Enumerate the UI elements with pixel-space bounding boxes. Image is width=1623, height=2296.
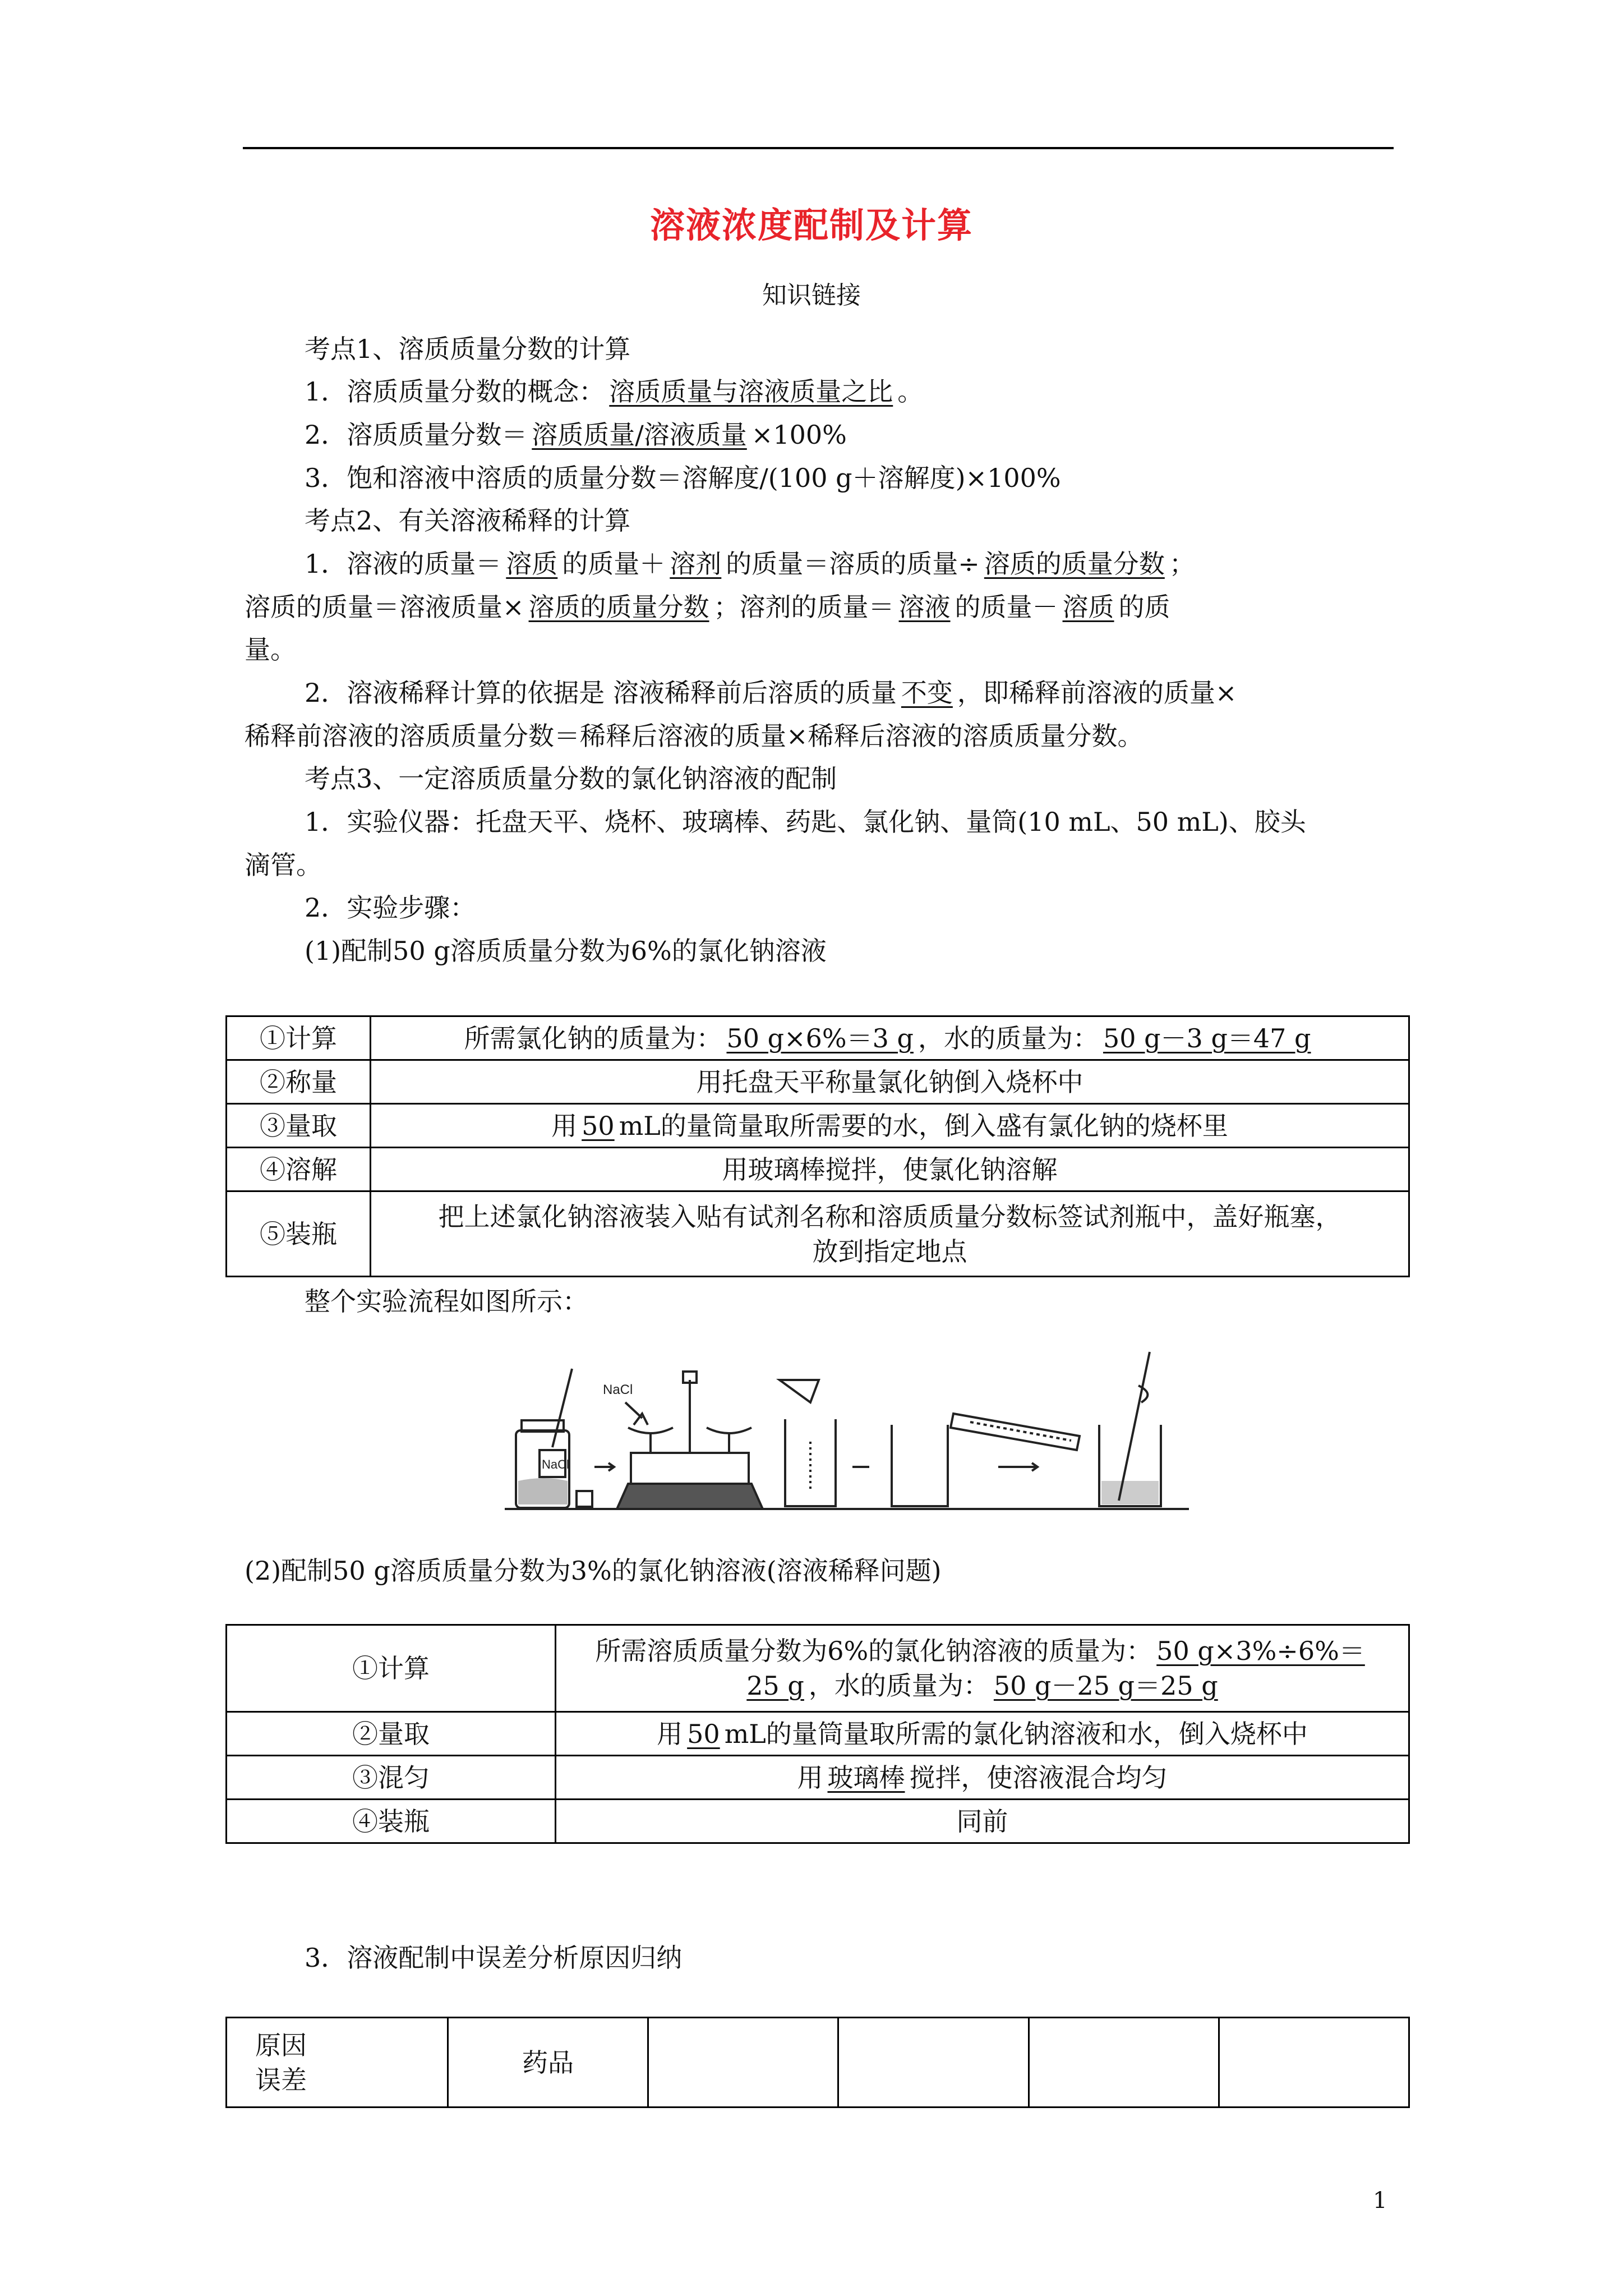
beaker-icon (780, 1380, 836, 1506)
arrow-icon (594, 1463, 614, 1471)
kp1-answer2: 溶质质量/溶液质量 (532, 420, 747, 450)
section3-heading: 3．溶液配制中误差分析原因归纳 (305, 1943, 683, 1973)
table-row: ④溶解 用玻璃棒搅拌，使氯化钠溶解 (227, 1148, 1409, 1191)
kp3-heading: 考点3、一定溶质质量分数的氯化钠溶液的配制 (305, 763, 837, 794)
graduated-cylinder-icon (951, 1414, 1080, 1450)
kp1-answer1: 溶质质量与溶液质量之比 (609, 376, 893, 407)
jar-label: NaCl (542, 1457, 569, 1471)
kp2-line1: 1．溶液的质量＝ 溶质 的质量＋ 溶剂 的质量＝溶质的质量÷ 溶质的质量分数 ； (305, 549, 1195, 579)
flow-caption: 整个实验流程如图所示： (305, 1286, 588, 1317)
kp3-line4: (1)配制50 g溶质质量分数为6%的氯化钠溶液 (305, 936, 827, 966)
table-row: ②量取 用 50 mL的量筒量取所需的氯化钠溶液和水，倒入烧杯中 (227, 1712, 1409, 1756)
kp2-heading: 考点2、有关溶液稀释的计算 (305, 505, 631, 536)
kp2-line4: 2．溶液稀释计算的依据是 溶液稀释前后溶质的质量 不变 ，即稀释前溶液的质量× (305, 678, 1237, 708)
kp2-line3: 量。 (245, 634, 296, 665)
experiment-flow-figure (505, 1341, 1195, 1526)
kp1-line3: 3．饱和溶液中溶质的质量分数＝溶解度/(100 g＋溶解度)×100% (305, 463, 1061, 493)
arrow-icon (998, 1463, 1038, 1471)
beaker-icon (892, 1425, 948, 1506)
table-row: ①计算 所需溶质质量分数为6%的氯化钠溶液的质量为： 50 g×3%÷6%＝ 25 g ，水的质量为： 50 g－25 g＝25 g (227, 1625, 1409, 1712)
kp2-line5: 稀释前溶液的溶质质量分数＝稀释后溶液的质量×稀释后溶液的溶质质量分数。 (245, 721, 1144, 751)
balance-label: NaCl (603, 1382, 633, 1397)
table-row: ①计算 所需氯化钠的质量为： 50 g×6%＝3 g ，水的质量为： 50 g－3 g＝47 g (227, 1016, 1409, 1060)
table-row: ③量取 用 50 mL的量筒量取所需要的水，倒入盛有氯化钠的烧杯里 (227, 1104, 1409, 1148)
kp2-line2: 溶质的质量＝溶液质量× 溶质的质量分数 ；溶剂的质量＝ 溶液 的质量－ 溶质 的质 (245, 592, 1170, 622)
table-error-analysis (225, 2017, 1410, 2108)
kp3-line2: 滴管。 (245, 850, 322, 880)
kp1-heading: 考点1、溶质质量分数的计算 (305, 334, 631, 364)
table-procedure-1 (225, 1015, 1410, 1277)
table-row: ②称量 用托盘天平称量氯化钠倒入烧杯中 (227, 1060, 1409, 1104)
page-title: 溶液浓度配制及计算 (649, 205, 973, 246)
table-row: ④装瓶 同前 (227, 1800, 1409, 1843)
table-procedure-2 (225, 1624, 1410, 1844)
reagent-jar-icon (516, 1369, 592, 1508)
kp3-line1: 1．实验仪器：托盘天平、烧杯、玻璃棒、药匙、氯化钠、量筒(10 mL、50 mL)、胶头 (305, 807, 1306, 837)
kp3-line3: 2．实验步骤： (305, 892, 476, 923)
subtitle: 知识链接 (762, 281, 861, 310)
kp1-line2: 2．溶质质量分数＝ 溶质质量/溶液质量 ×100% (305, 420, 847, 450)
header-rule (243, 147, 1394, 149)
part2-heading: (2)配制50 g溶质质量分数为3%的氯化钠溶液(溶液稀释问题) (245, 1556, 942, 1586)
beaker-stirring-icon (1099, 1352, 1161, 1506)
kp1-line1: 1．溶质质量分数的概念： 溶质质量与溶液质量之比 。 (305, 376, 924, 407)
table-row: 原因 误差 药品 (227, 2018, 1409, 2108)
page-number: 1 (1373, 2188, 1387, 2214)
table-row: ⑤装瓶 把上述氯化钠溶液装入贴有试剂名称和溶质质量分数标签试剂瓶中，盖好瓶塞， 放到指定地点 (227, 1191, 1409, 1277)
diagonal-header-cell: 原因 误差 (227, 2018, 448, 2108)
table-row: ③混匀 用 玻璃棒 搅拌，使溶液混合均匀 (227, 1756, 1409, 1800)
balance-icon (617, 1372, 763, 1509)
